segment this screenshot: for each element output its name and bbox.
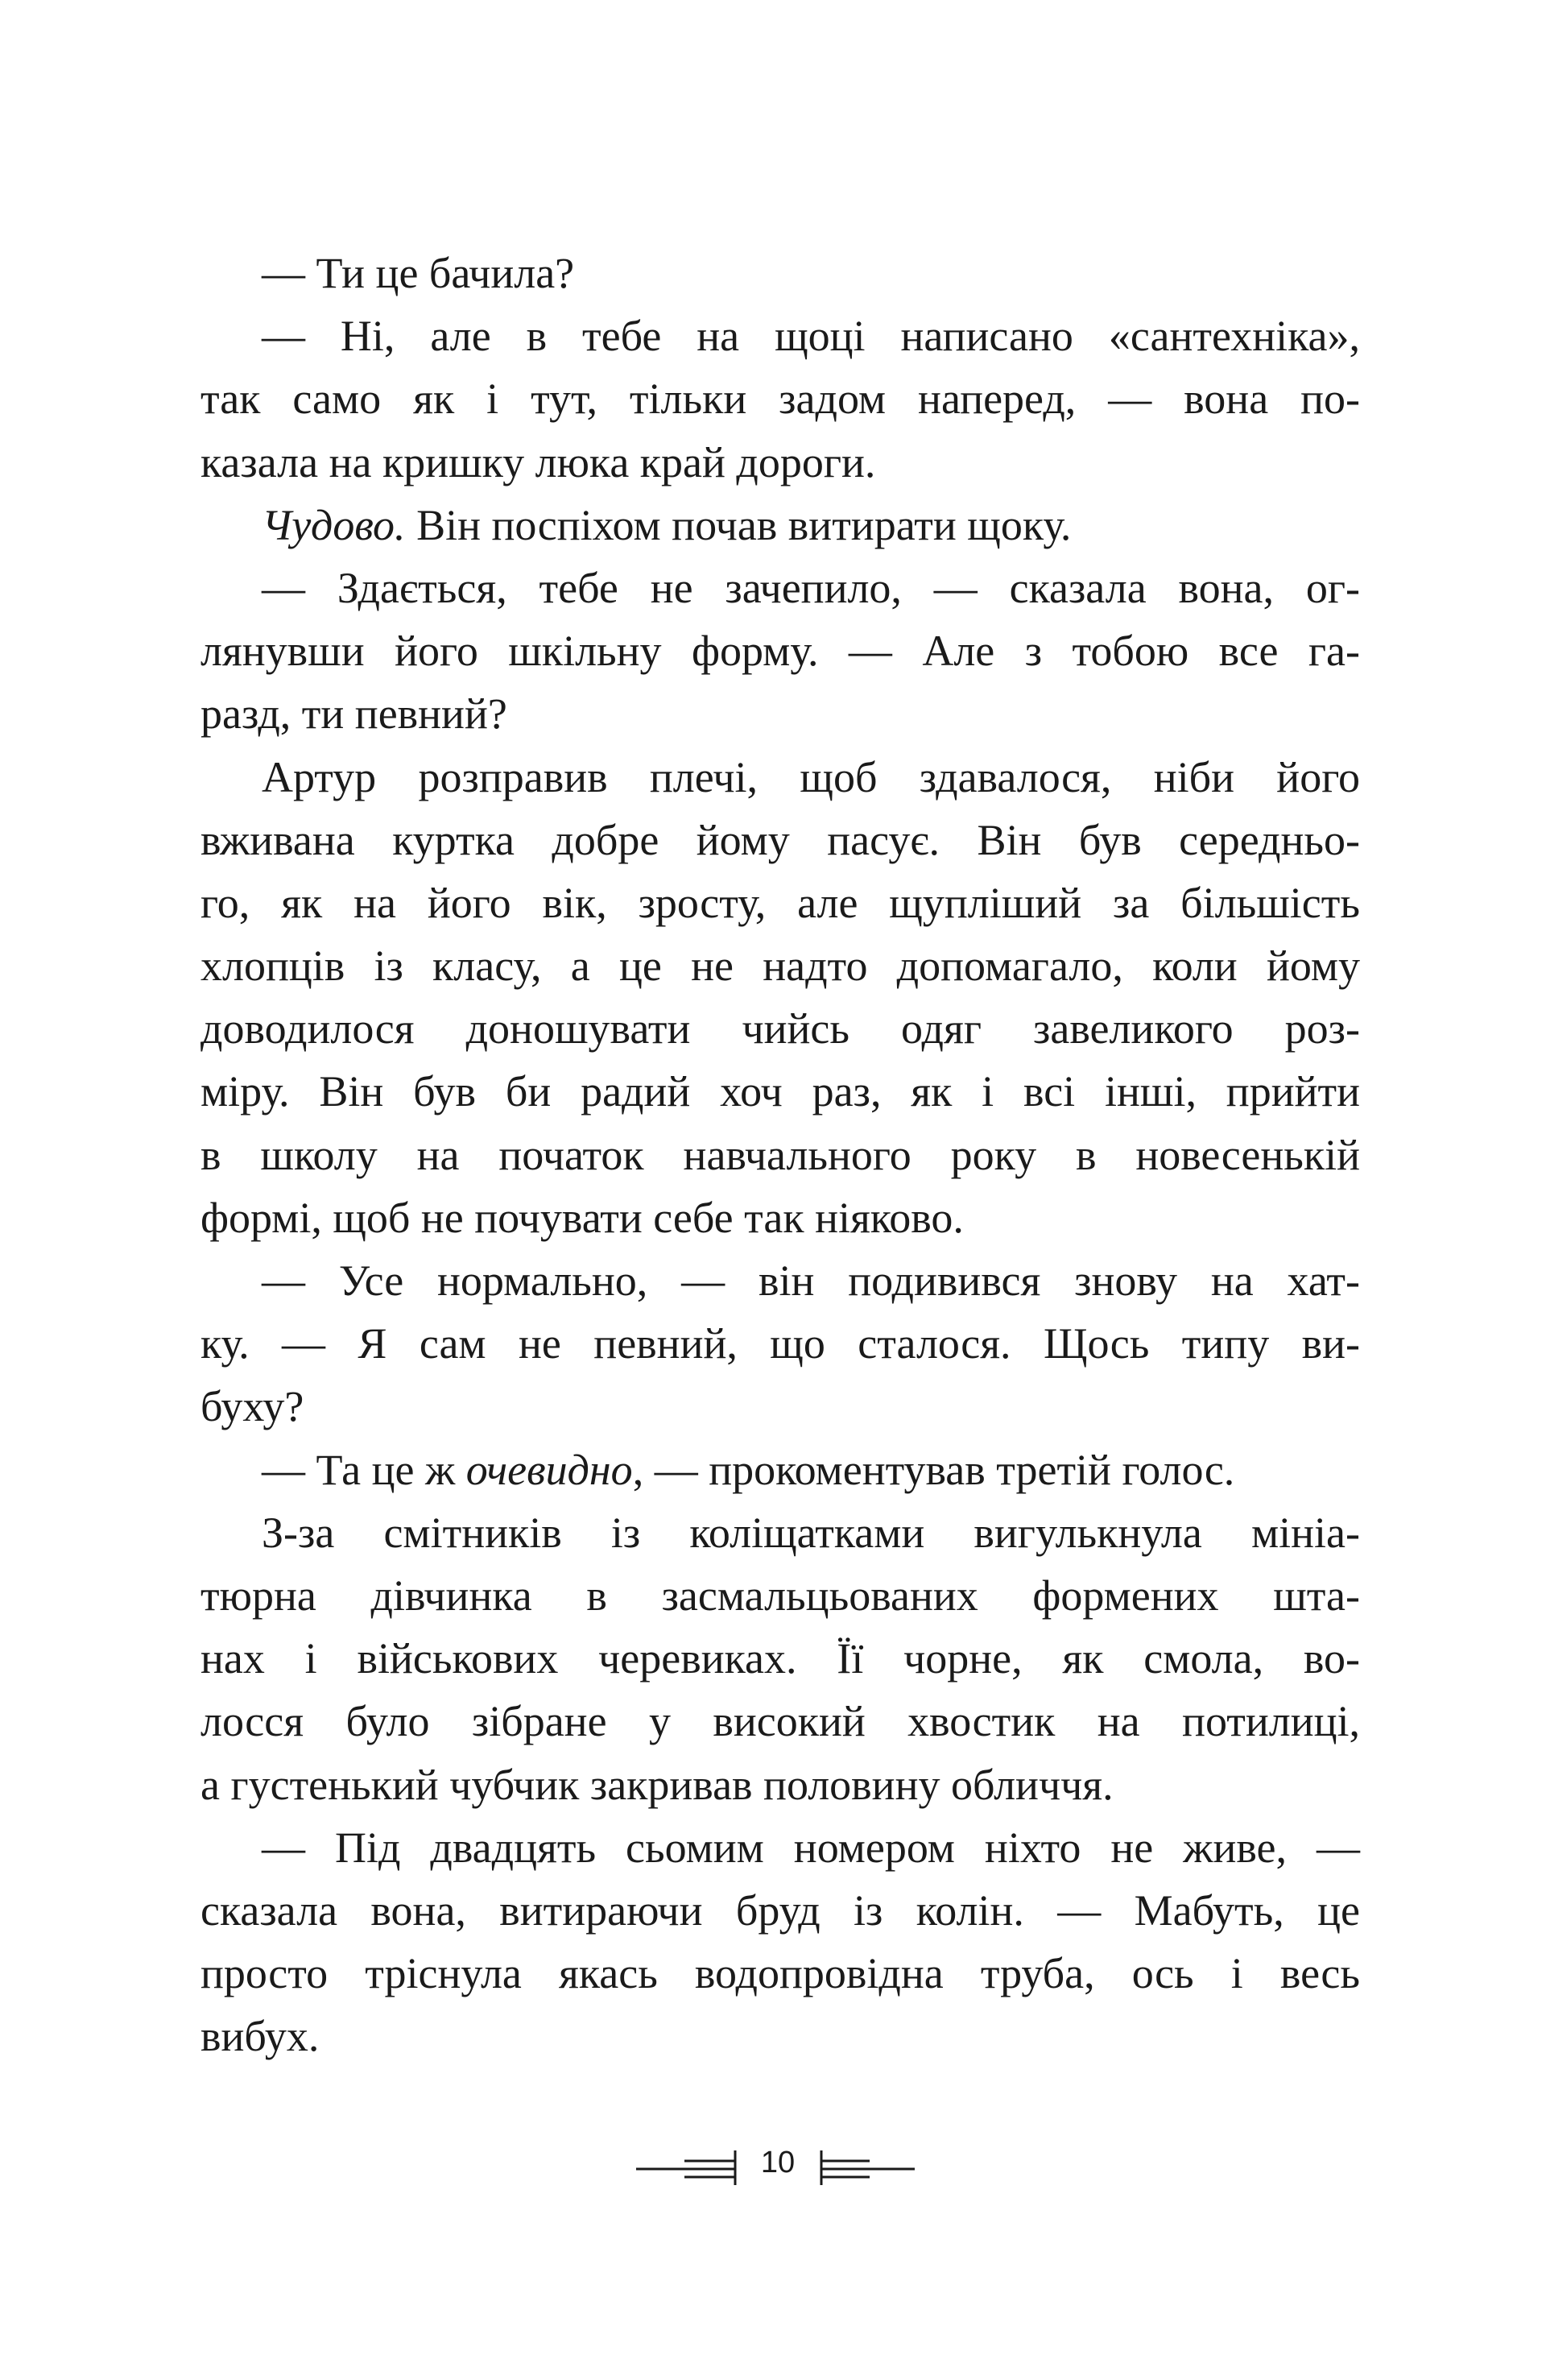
text-line xyxy=(200,997,1360,1060)
text-run: вживана куртка добре йому пасує. Він був середньо- xyxy=(200,815,1360,864)
text-run: — Усе нормально, — він подивився знову на хат- xyxy=(262,1256,1360,1305)
text-run: сказала вона, витираючи бруд із колін. — Мабуть, це xyxy=(200,1885,1360,1935)
text-line xyxy=(200,809,1360,871)
italic-text: Чудово. xyxy=(262,500,406,549)
text-run: нах і військових черевиках. Її чорне, як смола, во- xyxy=(200,1634,1360,1683)
text-line xyxy=(200,934,1360,997)
left-rule-ornament xyxy=(636,2150,735,2185)
text-run: — Ти це бачила? xyxy=(262,249,575,297)
text-line xyxy=(200,1375,1360,1438)
text-run: міру. Він був би радий хоч раз, як і всі інші, прийти xyxy=(200,1067,1360,1116)
text-run: буху? xyxy=(200,1382,304,1431)
text-run: так само як і тут, тільки задом наперед, — вона по- xyxy=(200,375,1360,424)
text-line xyxy=(200,1060,1360,1123)
page-number: 10 xyxy=(760,2146,796,2179)
text-line xyxy=(200,1942,1360,2005)
text-line xyxy=(200,1186,1360,1249)
text-line xyxy=(200,2005,1360,2067)
right-rule-ornament xyxy=(821,2150,915,2185)
text-run: лянувши його шкільну форму. — Але з тобою все га- xyxy=(200,627,1360,676)
text-line xyxy=(200,557,1360,619)
text-line xyxy=(200,1627,1360,1690)
text-line xyxy=(200,304,1360,367)
text-run: ку. — Я сам не певний, що сталося. Щось типу ви- xyxy=(200,1319,1360,1368)
text-run: тюрна дівчинка в засмальцьованих формених шта- xyxy=(200,1571,1360,1620)
text-run: лосся було зібране у високий хвостик на потилиці, xyxy=(200,1697,1360,1746)
text-line xyxy=(200,367,1360,430)
text-line xyxy=(200,1879,1360,1942)
text-run: доводилося доношувати чийсь одяг завеликого роз- xyxy=(200,1004,1360,1053)
text-run: Він поспіхом почав витирати щоку. xyxy=(405,500,1072,549)
text-run: хлопців із класу, а це не надто допомагало, коли йому xyxy=(200,942,1360,991)
text-line xyxy=(200,1124,1360,1186)
text-run: вибух. xyxy=(200,2012,320,2061)
text-line xyxy=(200,1753,1360,1816)
text-line xyxy=(200,1501,1360,1564)
text-run: Артур розправив плечі, щоб здавалося, ніби його xyxy=(262,752,1360,801)
text-run: а густенький чубчик закривав половину обличчя. xyxy=(200,1760,1114,1809)
italic-text: очевидно xyxy=(465,1445,633,1494)
text-run: казала на кришку люка край дороги. xyxy=(200,437,876,486)
text-run: — Та це ж xyxy=(262,1445,466,1494)
text-run: — Здається, тебе не зачепило, — сказала вона, ог- xyxy=(262,563,1360,612)
text-run: , — прокоментував третій голос. xyxy=(632,1445,1235,1494)
text-line xyxy=(200,1249,1360,1312)
text-line xyxy=(200,619,1360,682)
text-run: З-за смітників із коліщатками вигулькнула мініа- xyxy=(262,1508,1360,1557)
text-line xyxy=(200,431,1360,494)
text-line xyxy=(200,1816,1360,1879)
text-line xyxy=(200,494,1360,557)
text-run: разд, ти певний? xyxy=(200,689,507,739)
text-line xyxy=(200,1564,1360,1627)
text-run: формі, щоб не почувати себе так ніяково. xyxy=(200,1193,964,1242)
text-run: в школу на початок навчального року в новесенькій xyxy=(200,1130,1360,1179)
text-line xyxy=(200,242,1360,304)
text-line xyxy=(200,1312,1360,1375)
text-line xyxy=(200,871,1360,934)
body-text xyxy=(200,242,1360,2067)
text-line xyxy=(200,1438,1360,1501)
text-line xyxy=(200,746,1360,809)
text-run: го, як на його вік, зросту, але щупліший за більшість xyxy=(200,878,1360,927)
text-run: — Ні, але в тебе на щоці написано «сантехніка», xyxy=(262,312,1360,361)
text-line xyxy=(200,682,1360,745)
text-run: — Під двадцять сьомим номером ніхто не живе, — xyxy=(262,1823,1360,1872)
text-run: просто тріснула якась водопровідна труба, ось і весь xyxy=(200,1949,1360,1998)
text-line xyxy=(200,1690,1360,1753)
